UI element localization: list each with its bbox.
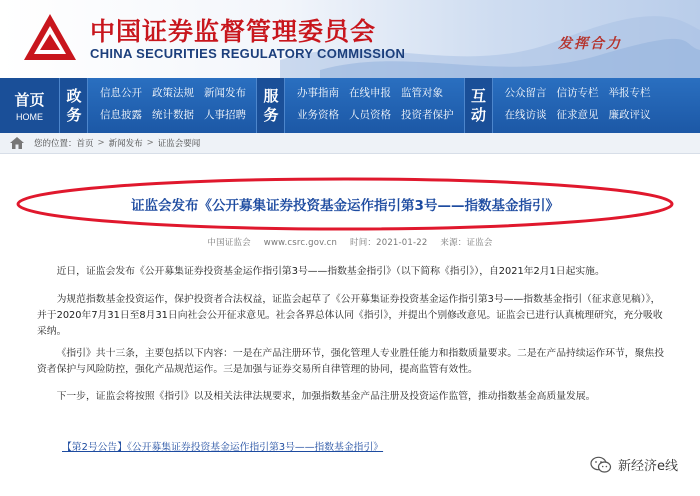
article-title-area [14, 176, 676, 232]
nav-group-government [60, 78, 257, 133]
watermark-text: 新经济e线 [618, 459, 678, 474]
watermark [590, 455, 678, 474]
nav-group-title: 服务 [257, 78, 285, 133]
breadcrumb-current[interactable]: 证监会要闻 [157, 139, 201, 149]
breadcrumb-separator: > [97, 138, 105, 148]
nav-link[interactable]: 举报专栏 [608, 86, 651, 99]
article-paragraph: 为规范指数基金投资运作，保护投资者合法权益，证监会起草了《公开募集证券投资基金运作指引第3号——指数基金指引（征求意见稿）》，并于2020年7月31日至8月31日向社会公开征求意见。社会各界总体认同《指引》，并提出个别修改意见。证监会已进行认真梳理研究，充分吸收采纳。 [37, 294, 663, 337]
breadcrumb [0, 133, 700, 154]
nav-link[interactable]: 信访专栏 [556, 86, 599, 99]
nav-link[interactable]: 投资者保护 [401, 108, 454, 121]
nav-group-title: 政务 [60, 78, 88, 133]
nav-link[interactable]: 在线申报 [349, 86, 391, 99]
breadcrumb-separator: > [146, 138, 154, 148]
nav-link[interactable]: 政策法规 [152, 86, 194, 99]
nav-link[interactable]: 信息披露 [100, 108, 142, 121]
nav-link[interactable]: 信息公开 [100, 86, 142, 99]
home-icon[interactable] [10, 137, 24, 149]
article-title: 证监会发布《公开募集证券投资基金运作指引第3号——指数基金指引》 [131, 198, 559, 214]
nav-link[interactable]: 在线访谈 [504, 108, 547, 121]
site-banner [0, 0, 700, 78]
nav-group-title: 互动 [465, 78, 493, 133]
nav-link[interactable]: 统计数据 [152, 108, 194, 121]
csrc-logo-icon [22, 12, 78, 64]
meta-url[interactable]: www.csrc.gov.cn [263, 238, 338, 248]
article-paragraph: 近日，证监会发布《公开募集证券投资基金运作指引第3号——指数基金指引》（以下简称《指引》），自2021年2月1日起实施。 [56, 266, 605, 277]
breadcrumb-news[interactable]: 新闻发布 [108, 139, 143, 149]
nav-home-label-en: HOME [16, 112, 43, 122]
breadcrumb-prefix: 您的位置： [34, 139, 77, 149]
nav-home-label: 首页 [14, 91, 45, 109]
nav-group-interaction [465, 78, 661, 133]
wechat-icon [590, 456, 612, 474]
nav-link[interactable]: 公众留言 [504, 86, 547, 99]
notice-link[interactable]: 【第2号公告】《公开募集证券投资基金运作指引第3号——指数基金指引》 [62, 442, 384, 453]
meta-origin: 来源：证监会 [440, 238, 493, 248]
article-meta [0, 236, 700, 248]
main-nav [0, 78, 700, 133]
article-paragraph: 下一步，证监会将按照《指引》以及相关法律法规要求，加强指数基金产品注册及投资运作监管，推动指数基金高质量发展。 [56, 391, 596, 402]
site-title-en: CHINA SECURITIES REGULATORY COMMISSION [90, 46, 406, 61]
nav-link[interactable]: 廉政评议 [608, 108, 651, 121]
breadcrumb-home[interactable]: 首页 [76, 139, 94, 149]
slogan: 发挥合力 [558, 36, 622, 52]
nav-link[interactable]: 新闻发布 [204, 86, 246, 99]
meta-time: 时间：2021-01-22 [350, 238, 428, 248]
meta-source: 中国证监会 [207, 238, 251, 248]
nav-home[interactable] [0, 78, 60, 133]
nav-link[interactable]: 监管对象 [401, 86, 443, 99]
nav-link[interactable]: 人员资格 [349, 108, 391, 121]
nav-link[interactable]: 人事招聘 [204, 108, 246, 121]
nav-link[interactable]: 办事指南 [297, 86, 339, 99]
site-title-cn: 中国证券监督管理委员会 [90, 17, 377, 46]
nav-link[interactable]: 征求意见 [556, 108, 599, 121]
nav-link[interactable]: 业务资格 [297, 108, 339, 121]
article-paragraph: 《指引》共十三条，主要包括以下内容：一是在产品注册环节，强化管理人专业胜任能力和指数质量要求。二是在产品持续运作环节，聚焦投资者保护与风险防控，强化产品规范运作。三是加强与证券交易所自律管理的协同，提高监管有效性。 [37, 348, 664, 375]
nav-group-service [257, 78, 465, 133]
